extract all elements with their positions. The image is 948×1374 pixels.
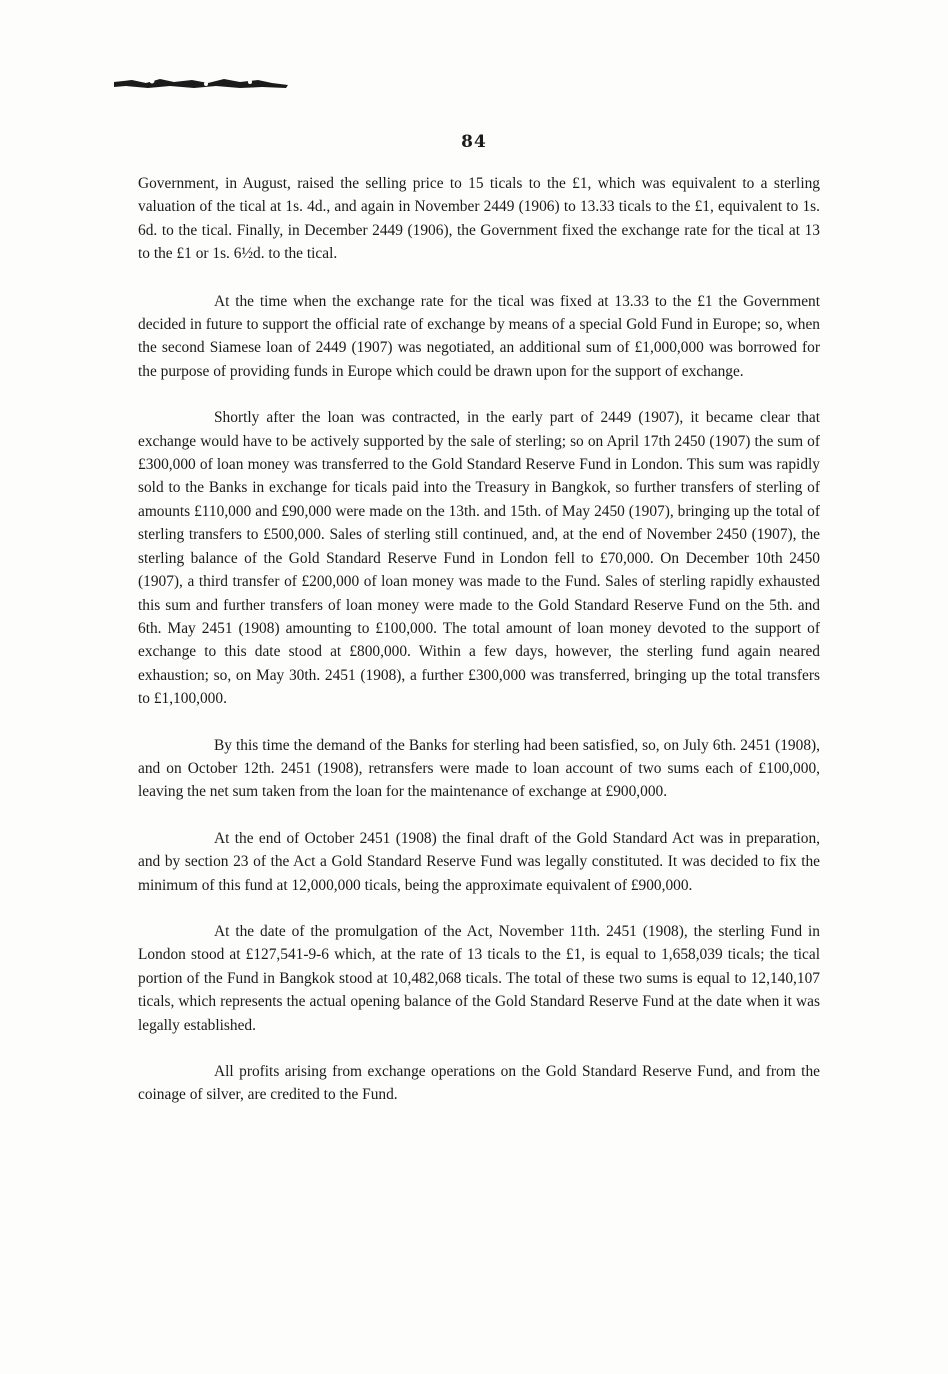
- paragraph-4: By this time the demand of the Banks for sterling had been satisfied, so, on July 6th. 2451 (1908), and on October 12th. 2451 (1908), retransfers were made to loan account of two sums each of £100,000, leaving the net sum taken from the loan for the maintenance of exchange at £900,000.: [138, 736, 820, 801]
- paragraph-7: All profits arising from exchange operations on the Gold Standard Reserve Fund, and from the coinage of silver, are credited to the Fund.: [138, 1063, 820, 1104]
- ink-smudge-mark: [112, 76, 290, 90]
- body-text: [138, 172, 820, 1130]
- paragraph-1: Government, in August, raised the selling price to 15 ticals to the £1, which was equivalent to a sterling valuation of the tical at 1s. 4d., and again in November 2449 (1906) to 13.33 ticals to the £1, equivalent to 1s. 6d. to the tical. Finally, in December 2449 (1906), the Government fixed the exchange rate for the tical at 13 to the £1 or 1s. 6½d. to the tical.: [138, 175, 820, 263]
- paragraph-6: At the date of the promulgation of the Act, November 11th. 2451 (1908), the sterling Fund in London stood at £127,541-9-6 which, at the rate of 13 ticals to the £1, is equal to 1,658,039 ticals; the tical portion of the Fund in Bangkok stood at 10,482,068 ticals. The total of these two sums is equal to 12,140,107 ticals, which represents the actual opening balance of the Gold Standard Reserve Fund at the date when it was legally established.: [138, 922, 820, 1034]
- paragraph-5: At the end of October 2451 (1908) the final draft of the Gold Standard Act was in preparation, and by section 23 of the Act a Gold Standard Reserve Fund was legally constituted. It was decided to fix the minimum of this fund at 12,000,000 ticals, being the approximate equivalent of £900,000.: [138, 829, 820, 894]
- paragraph-2: At the time when the exchange rate for the tical was fixed at 13.33 to the £1 the Government decided in future to support the official rate of exchange by means of a special Gold Fund in Europe; so, when the second Siamese loan of 2449 (1907) was negotiated, an additional sum of £1,000,000 was borrowed for the purpose of providing funds in Europe which could be drawn upon for the support of exchange.: [138, 292, 820, 380]
- paragraph-3: Shortly after the loan was contracted, in the early part of 2449 (1907), it became clear that exchange would have to be actively supported by the sale of sterling; so on April 17th 2450 (1907) the sum of £300,000 of loan money was transferred to the Gold Standard Reserve Fund in London. This sum was rapidly sold to the Banks in exchange for ticals paid into the Treasury in Bangkok, so further transfers of sterling of amounts £110,000 and £90,000 were made on the 13th. and 15th. of May 2450 (1907), bringing up the total of sterling transfers to £500,000. Sales of sterling still continued, and, at the end of November 2450 (1907), the sterling balance of the Gold Standard Reserve Fund in London fell to £70,000. On December 10th 2450 (1907), a third transfer of £200,000 of loan money was made to the Fund. Sales of sterling rapidly exhausted this sum and further transfers of loan money were made to the Gold Standard Reserve Fund on the 5th. and 6th. May 2451 (1908) amounting to £100,000. The total amount of loan money devoted to the support of exchange to this date stood at £800,000. Within a few days, however, the sterling fund again neared exhaustion; so, on May 30th. 2451 (1908), a further £300,000 was transferred, bringing up the total transfers to £1,100,000.: [138, 409, 820, 708]
- page-number: 84: [461, 132, 487, 152]
